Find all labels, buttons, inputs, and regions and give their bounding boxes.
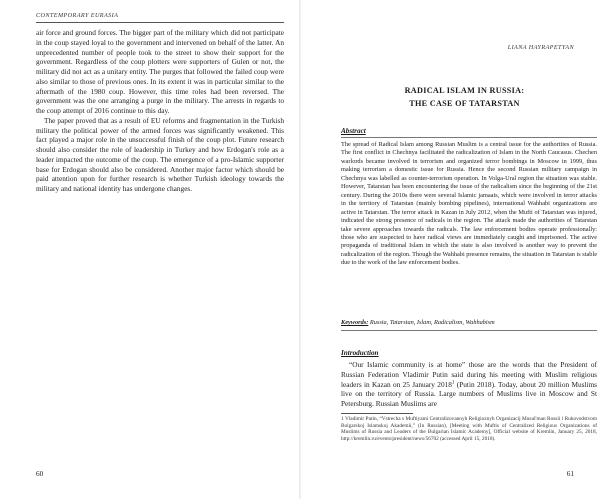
abstract-bottom-rule xyxy=(341,330,597,331)
title-line: THE CASE OF TATARSTAN xyxy=(409,99,520,108)
page-number: 61 xyxy=(566,469,574,478)
intro-text-part: (Putin 2018). Today, about 20 million Muslims live on the territory of Russia. Large numbers of Muslims live in Moscow and St Petersburg. Russian Muslims are xyxy=(341,379,597,408)
paragraph: air force and ground forces. The bigger part of the military which did not participate in the coup stayed loyal to the government and intervened on behalf of the latter. An unprecedented number of people took to the street to show their support for the government. Regardless of the coup plotters were supporters of Gulen or not, the military did not act as a unitary entity. The purges that followed the failed coup were also similar to those of previous ones. In its extent it was in particular similar to the aftermath of the 1980 coup. However, this time roles had been reversed. The government was the one arranging a purge in the military. The arrests in regards to the coup attempt of 2016 continue to this day. xyxy=(36,28,284,115)
abstract-text: The spread of Radical Islam among Russian Muslim is a central issue for the authorities of Russia. The first conflict in Chechnya facilitated the radicalization of Islam in the North Caucasus. Chechen warlords became involved in terrorism and organized terror bombings in Moscow in 1999, thus making terrorism a domestic issue for Russia. Hence the second Russian military campaign in Chechnya was labelled as counter-terrorism operation. In Volga-Ural region the situation was stable. However, Tatarstan has been encountering the issue of the radicalism since the beginning of the 21st century. During the 2010s there were several Islamic jamaats, which were involved in terror attacks in the territory of Tatarstan (mainly bombing pipelines), international Wahhabi organizations are active in Tatarstan. The terror attack in Kazan in July 2012, when the Mufti of Tatarstan was injured, indicated the strong presence of radicals in the region. The attack made the authorities of Tatarstan take severe approaches towards the radicals. The law enforcement bodies operate professionally: those who are suspected to have radical views are immediately caught and imprisoned. The active propaganda of traditional Islam in which the state is also involved is another way to prevent the radicalization of the region. Though the Wahhabi presence remains, the situation in Tatarstan is stable due to the work of the law enforcement bodies. xyxy=(341,141,597,267)
page-number: 60 xyxy=(36,469,44,478)
left-body-text xyxy=(36,28,284,194)
running-head: CONTEMPORARY EURASIA xyxy=(36,12,119,19)
footnote: 1 Vladimir Putin, “Vstrecha s Muftiyami Centralizovannyh Religioznyh Organizacij Musul'man Rossii i Rukovodstvom Bolgarskoj Islamskoj Akademii,” (In Russian), [Meeting with Muftis of Centralized Religious Organizations of Muslims of Russia and Leaders of the Bulgarian Islamic Academy], Official website of Kremlin, January 25, 2018, http://kremlin.ru/events/president/news/56702 (accessed April 15, 2018). xyxy=(341,416,597,442)
keywords-label: Keywords: xyxy=(341,319,369,326)
footnote-rule xyxy=(341,413,413,414)
keywords-line xyxy=(341,319,597,327)
abstract-heading: Abstract xyxy=(341,127,366,135)
running-head-rule xyxy=(36,22,284,23)
article-title xyxy=(349,84,580,110)
intro-text-part: “Our Islamic community is at home” those are the words that the President of Russian Federation Vladimir Putin said during his meeting with Muslim religious leaders in Kazan on 25 January 2018 xyxy=(341,360,597,389)
title-line: RADICAL ISLAM IN RUSSIA: xyxy=(404,86,525,95)
author-running-head: LIANA HAYRAPETYAN xyxy=(507,44,574,51)
footnote-marker[interactable]: 1 xyxy=(451,379,455,386)
paragraph: The paper proved that as a result of EU reforms and fragmentation in the Turkish military the political power of the armed forces was significantly weakened. This fact played a major role in the unsuccessful finish of the coup plot. Future research should also consider the role of leadership in Turkey and how Erdogan's role as a leader impacted the outcome of the coup. The emergence of a pro-Islamic supporter base for Erdogan should also be considered. Another major factor which should be paid attention upon for further research is whether Turkish ideology towards the military and national identity has undergone changes. xyxy=(36,115,284,193)
introduction-heading: Introduction xyxy=(341,349,379,357)
keywords-values: Russia, Tatarstan, Islam, Radicalism, Wahhabism xyxy=(369,319,495,326)
introduction-text xyxy=(341,360,597,409)
left-page xyxy=(0,0,299,499)
abstract-top-rule xyxy=(341,137,597,138)
right-page xyxy=(301,0,600,499)
